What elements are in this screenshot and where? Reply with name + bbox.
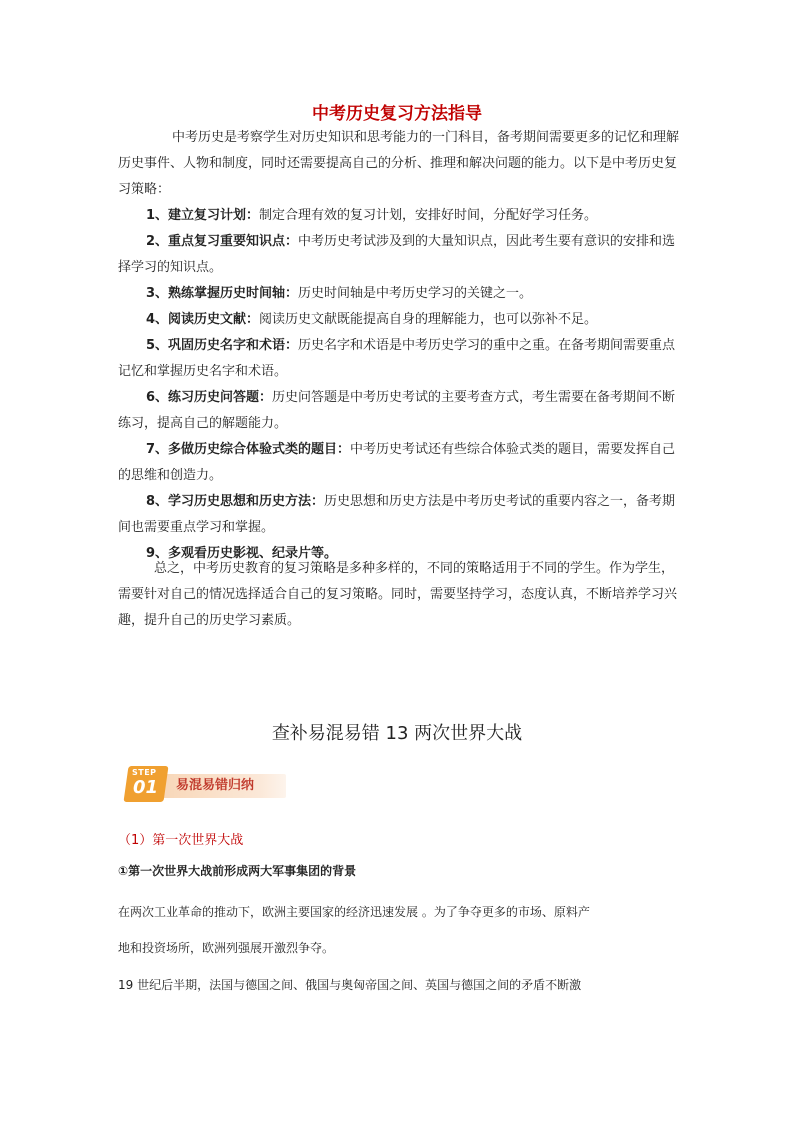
strategy-item-head: 9、多观看历史影视、纪录片等。	[146, 546, 338, 561]
strategy-item-4	[118, 307, 684, 333]
body-line: 在两次工业革命的推动下，欧洲主要国家的经济迅速发展 。为了争夺更多的市场、原料产	[118, 905, 590, 919]
step-badge	[126, 766, 286, 804]
strategy-item-text: 制定合理有效的复习计划，安排好时间，分配好学习任务。	[259, 208, 598, 223]
strategy-item-text: 中考历史考试涉及到的大量知识点，因此考生要有意识的安排和选择学习的知识点。	[118, 234, 676, 275]
summary-block	[118, 556, 684, 634]
strategy-item-2	[118, 229, 684, 281]
strategy-item-head: 7、多做历史综合体验式类的题目：	[146, 442, 351, 457]
strategy-item-head: 1、建立复习计划：	[146, 208, 260, 223]
strategy-item-3	[118, 281, 684, 307]
intro-paragraph: 中考历史是考察学生对历史知识和思考能力的一门科目，备考期间需要更多的记忆和理解历史事件、人物和制度，同时还需要提高自己的分析、推理和解决问题的能力。以下是中考历史复习策略：	[118, 130, 680, 197]
body-line: 19 世纪后半期，法国与德国之间、俄国与奥匈帝国之间、英国与德国之间的矛盾不断激	[118, 978, 582, 992]
strategy-item-head: 8、学习历史思想和历史方法：	[146, 494, 325, 509]
strategy-item-8	[118, 489, 684, 541]
section-title: 查补易混易错 13 两次世界大战	[271, 723, 523, 744]
strategy-item-text: 历史问答题是中考历史考试的主要考查方式，考生需要在备考期间不断练习，提高自己的解题能力。	[118, 390, 676, 431]
summary-paragraph: 总之，中考历史教育的复习策略是多种多样的，不同的策略适用于不同的学生。作为学生，需要针对自己的情况选择适合自己的复习策略。同时，需要坚持学习，态度认真，不断培养学习兴趣，提升自己的历史学习素质。	[118, 561, 678, 628]
strategy-item-head: 3、熟练掌握历史时间轴：	[146, 286, 299, 301]
strategy-item-head: 4、阅读历史文献：	[146, 312, 260, 327]
strategy-item-text: 历史名字和术语是中考历史学习的重中之重。在备考期间需要重点记忆和掌握历史名字和术语。	[118, 338, 676, 379]
strategy-item-head: 2、重点复习重要知识点：	[146, 234, 299, 249]
guide-body	[118, 125, 684, 567]
strategy-item-text: 历史时间轴是中考历史学习的关键之一。	[298, 286, 533, 301]
strategy-item-head: 5、巩固历史名字和术语：	[146, 338, 299, 353]
step-tag-text: STEP	[132, 768, 157, 777]
strategy-item-text: 中考历史考试还有些综合体验式类的题目，需要发挥自己的思维和创造力。	[118, 442, 676, 483]
guide-title: 中考历史复习方法指导	[312, 104, 482, 124]
strategy-item-1	[118, 203, 684, 229]
strategy-item-6	[118, 385, 684, 437]
body-line: 地和投资场所，欧洲列强展开激烈争夺。	[118, 941, 335, 955]
point-heading: ①第一次世界大战前形成两大军事集团的背景	[118, 864, 357, 878]
strategy-item-text: 阅读历史文献既能提高自身的理解能力，也可以弥补不足。	[259, 312, 598, 327]
sub-heading: （1）第一次世界大战	[118, 833, 244, 848]
strategy-item-7	[118, 437, 684, 489]
strategy-item-5	[118, 333, 684, 385]
step-tag-number: 01	[133, 777, 159, 798]
strategy-item-text: 历史思想和历史方法是中考历史考试的重要内容之一，备考期间也需要重点学习和掌握。	[118, 494, 676, 535]
step-badge-label: 易混易错归纳	[176, 778, 255, 793]
strategy-item-head: 6、练习历史问答题：	[146, 390, 273, 405]
